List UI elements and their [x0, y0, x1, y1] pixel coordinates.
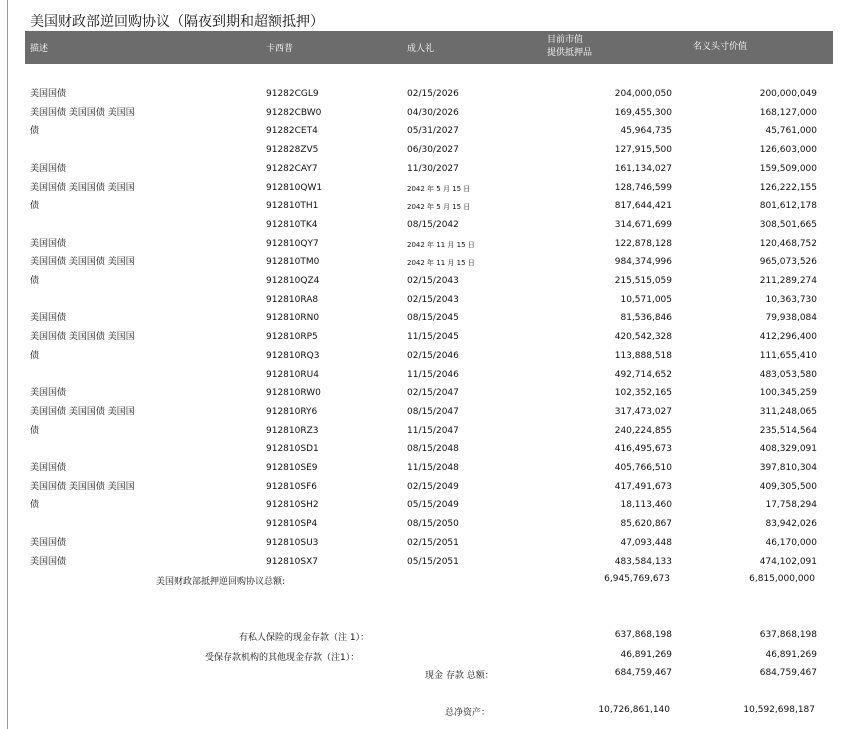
private-cash-label: 有私人保险的现金存款（注 1）： [239, 633, 370, 643]
row-market-value: 128,746,599 [614, 182, 672, 193]
row-description: 债 [30, 425, 40, 436]
row-cusip: 912810RN0 [266, 313, 320, 324]
row-maturity: 08/15/2047 [407, 406, 459, 417]
row-maturity: 02/15/2043 [407, 294, 459, 305]
row-par-value: 801,612,178 [759, 201, 817, 212]
row-cusip: 912810QZ4 [266, 276, 320, 286]
row-market-value: 18,113,460 [620, 500, 672, 511]
table-row [0, 533, 862, 552]
row-cusip: 912810SU3 [266, 537, 319, 548]
row-cusip: 912810QW1 [266, 182, 323, 193]
row-cusip: 912810SP4 [266, 519, 318, 530]
row-par-value: 126,603,000 [759, 145, 817, 156]
row-maturity: 06/30/2027 [407, 145, 459, 156]
row-cusip: 912810SE9 [266, 463, 318, 473]
row-cusip: 912810TH1 [266, 201, 319, 212]
table-header [25, 31, 833, 64]
net-assets-label: 总净资产： [445, 708, 491, 718]
row-par-value: 409,305,500 [759, 481, 817, 492]
row-description: 债 [30, 500, 40, 511]
table-row [0, 140, 862, 159]
table-row [0, 514, 862, 533]
repo-total-par-value: 6,815,000,000 [749, 574, 815, 584]
row-par-value: 308,501,665 [759, 219, 817, 230]
row-description: 美国国债 [30, 537, 67, 548]
row-par-value: 408,329,091 [759, 444, 817, 455]
row-market-value: 417,491,673 [614, 481, 672, 492]
row-maturity: 02/15/2047 [407, 388, 459, 399]
header-maturity: 成人礼 [407, 44, 435, 54]
row-maturity: 02/15/2043 [407, 276, 459, 286]
row-maturity: 08/15/2042 [407, 219, 459, 230]
cash-total-market-value: 684,759,467 [614, 668, 672, 678]
other-cash-market-value: 46,891,269 [620, 650, 672, 660]
row-description: 美国国债 美国国债 美国国 [30, 257, 135, 268]
row-cusip: 912810SH2 [266, 500, 319, 511]
row-cusip: 91282CET4 [266, 126, 318, 137]
table-row [0, 196, 862, 215]
row-maturity: 02/15/2051 [407, 537, 459, 548]
row-market-value: 85,620,867 [620, 519, 672, 530]
row-cusip: 91282CBW0 [266, 107, 322, 118]
repo-total-label: 美国财政部抵押逆回购协议总额: [156, 577, 286, 587]
row-cusip: 91282CGL9 [266, 89, 319, 99]
table-row [0, 271, 862, 290]
row-description: 美国国债 [30, 89, 67, 99]
row-market-value: 416,495,673 [614, 444, 672, 455]
row-market-value: 492,714,652 [614, 369, 672, 380]
row-description: 美国国债 [30, 313, 67, 324]
row-market-value: 240,224,855 [614, 425, 672, 436]
cash-total-par-value: 684,759,467 [759, 668, 817, 678]
row-par-value: 200,000,049 [759, 89, 817, 99]
row-maturity: 05/15/2051 [407, 556, 459, 567]
table-row [0, 159, 862, 178]
cash-total-label: 现金 存款 总额： [425, 671, 494, 681]
row-market-value: 127,915,500 [614, 145, 672, 156]
row-par-value: 10,363,730 [765, 294, 817, 305]
private-cash-market-value: 637,868,198 [614, 630, 672, 640]
row-cusip: 912810RY6 [266, 406, 318, 417]
row-par-value: 45,761,000 [765, 126, 817, 137]
row-maturity: 11/30/2027 [407, 163, 459, 174]
row-description: 债 [30, 276, 40, 286]
table-row [0, 458, 862, 477]
row-par-value: 168,127,000 [759, 107, 817, 118]
header-cusip: 卡西普 [266, 44, 294, 54]
table-row [0, 215, 862, 234]
row-par-value: 474,102,091 [759, 556, 817, 567]
row-par-value: 311,248,065 [759, 406, 817, 417]
table-row [0, 421, 862, 440]
row-maturity: 11/15/2045 [407, 332, 459, 343]
row-market-value: 314,671,699 [614, 219, 672, 230]
row-par-value: 159,509,000 [759, 163, 817, 174]
private-cash-par-value: 637,868,198 [759, 630, 817, 640]
row-market-value: 81,536,846 [620, 313, 672, 324]
row-maturity: 02/15/2046 [407, 350, 459, 361]
row-cusip: 912810TM0 [266, 257, 320, 268]
table-row [0, 234, 862, 253]
header-market-value-line1: 目前市值 [547, 35, 584, 45]
table-row [0, 477, 862, 496]
header-market-value-line2: 提供抵押品 [547, 48, 593, 58]
row-cusip: 912810RW0 [266, 388, 321, 399]
row-description: 美国国债 [30, 163, 67, 174]
row-cusip: 912810RZ3 [266, 425, 319, 436]
row-market-value: 47,093,448 [620, 537, 672, 548]
table-row [0, 365, 862, 384]
table-row [0, 552, 862, 571]
row-par-value: 17,758,294 [765, 500, 817, 511]
table-row [0, 495, 862, 514]
row-description: 美国国债 美国国债 美国国 [30, 182, 135, 193]
table-row [0, 327, 862, 346]
row-description: 债 [30, 201, 40, 212]
row-cusip: 912810QY7 [266, 238, 319, 249]
row-description: 美国国债 [30, 463, 67, 473]
table-row [0, 103, 862, 122]
net-assets-market-value: 10,726,861,140 [598, 705, 670, 715]
row-par-value: 412,296,400 [759, 332, 817, 343]
row-market-value: 317,473,027 [614, 406, 672, 417]
row-maturity: 11/15/2046 [407, 369, 459, 380]
table-row [0, 290, 862, 309]
row-cusip: 912828ZV5 [266, 145, 319, 156]
row-maturity: 08/15/2048 [407, 444, 459, 455]
row-description: 债 [30, 126, 40, 137]
repo-total-market-value: 6,945,769,673 [604, 574, 670, 584]
row-description: 美国国债 [30, 238, 67, 249]
table-row [0, 178, 862, 197]
row-maturity: 05/15/2049 [407, 500, 459, 511]
row-market-value: 405,766,510 [614, 463, 672, 473]
row-description: 美国国债 美国国债 美国国 [30, 406, 135, 417]
row-par-value: 46,170,000 [765, 537, 817, 548]
page-title: 美国财政部逆回购协议（隔夜到期和超额抵押） [30, 14, 324, 30]
table-row [0, 402, 862, 421]
row-maturity: 2042 年 11 月 15 日 [407, 240, 475, 249]
row-par-value: 397,810,304 [759, 463, 817, 473]
row-maturity: 02/15/2026 [407, 89, 459, 99]
table-row [0, 252, 862, 271]
row-maturity: 05/31/2027 [407, 126, 459, 137]
row-market-value: 10,571,005 [620, 294, 672, 305]
row-maturity: 08/15/2045 [407, 313, 459, 324]
row-cusip: 912810SX7 [266, 556, 318, 567]
row-maturity: 08/15/2050 [407, 519, 459, 530]
row-market-value: 984,374,996 [614, 257, 672, 268]
row-market-value: 204,000,050 [614, 89, 672, 99]
net-assets-par-value: 10,592,698,187 [743, 705, 815, 715]
row-cusip: 912810RA8 [266, 294, 319, 305]
row-cusip: 912810TK4 [266, 219, 318, 230]
row-market-value: 45,964,735 [620, 126, 672, 137]
row-cusip: 912810RU4 [266, 369, 319, 380]
table-row [0, 308, 862, 327]
header-description: 描述 [30, 44, 49, 54]
row-maturity: 2042 年 5 月 15 日 [407, 203, 471, 212]
table-row [0, 121, 862, 140]
row-maturity: 02/15/2049 [407, 481, 459, 492]
row-cusip: 912810RQ3 [266, 350, 320, 361]
table-row [0, 84, 862, 103]
row-market-value: 420,542,328 [614, 332, 672, 343]
row-maturity: 11/15/2048 [407, 463, 459, 473]
row-market-value: 483,584,133 [614, 556, 672, 567]
row-maturity: 2042 年 5 月 15 日 [407, 184, 471, 193]
other-cash-par-value: 46,891,269 [765, 650, 817, 660]
header-par-value: 名义头寸价值 [693, 42, 748, 52]
other-cash-label: 受保存款机构的其他现金存款（注1）： [205, 653, 360, 663]
row-par-value: 120,468,752 [759, 238, 817, 249]
row-market-value: 215,515,059 [614, 276, 672, 286]
row-par-value: 211,289,274 [759, 276, 817, 286]
table-row [0, 439, 862, 458]
row-par-value: 111,655,410 [759, 350, 817, 361]
row-description: 美国国债 美国国债 美国国 [30, 107, 135, 118]
row-par-value: 483,053,580 [759, 369, 817, 380]
row-market-value: 161,134,027 [614, 163, 672, 174]
row-maturity: 2042 年 11 月 15 日 [407, 259, 475, 268]
row-description: 美国国债 [30, 556, 67, 567]
row-market-value: 102,352,165 [614, 388, 672, 399]
row-market-value: 122,878,128 [614, 238, 672, 249]
table-row [0, 383, 862, 402]
row-par-value: 965,073,526 [759, 257, 817, 268]
row-par-value: 83,942,026 [765, 519, 817, 530]
row-par-value: 126,222,155 [759, 182, 817, 193]
row-par-value: 100,345,259 [759, 388, 817, 399]
row-cusip: 91282CAY7 [266, 163, 318, 174]
row-maturity: 11/15/2047 [407, 425, 459, 436]
row-description: 美国国债 [30, 388, 67, 399]
row-description: 美国国债 美国国债 美国国 [30, 481, 135, 492]
row-par-value: 79,938,084 [765, 313, 817, 324]
row-maturity: 04/30/2026 [407, 107, 459, 118]
row-cusip: 912810RP5 [266, 332, 318, 343]
row-cusip: 912810SF6 [266, 481, 317, 492]
row-market-value: 169,455,300 [614, 107, 672, 118]
row-market-value: 817,644,421 [614, 201, 672, 212]
table-row [0, 346, 862, 365]
row-cusip: 912810SD1 [266, 444, 319, 455]
row-description: 债 [30, 350, 40, 361]
row-par-value: 235,514,564 [759, 425, 817, 436]
row-description: 美国国债 美国国债 美国国 [30, 332, 135, 343]
row-market-value: 113,888,518 [614, 350, 672, 361]
